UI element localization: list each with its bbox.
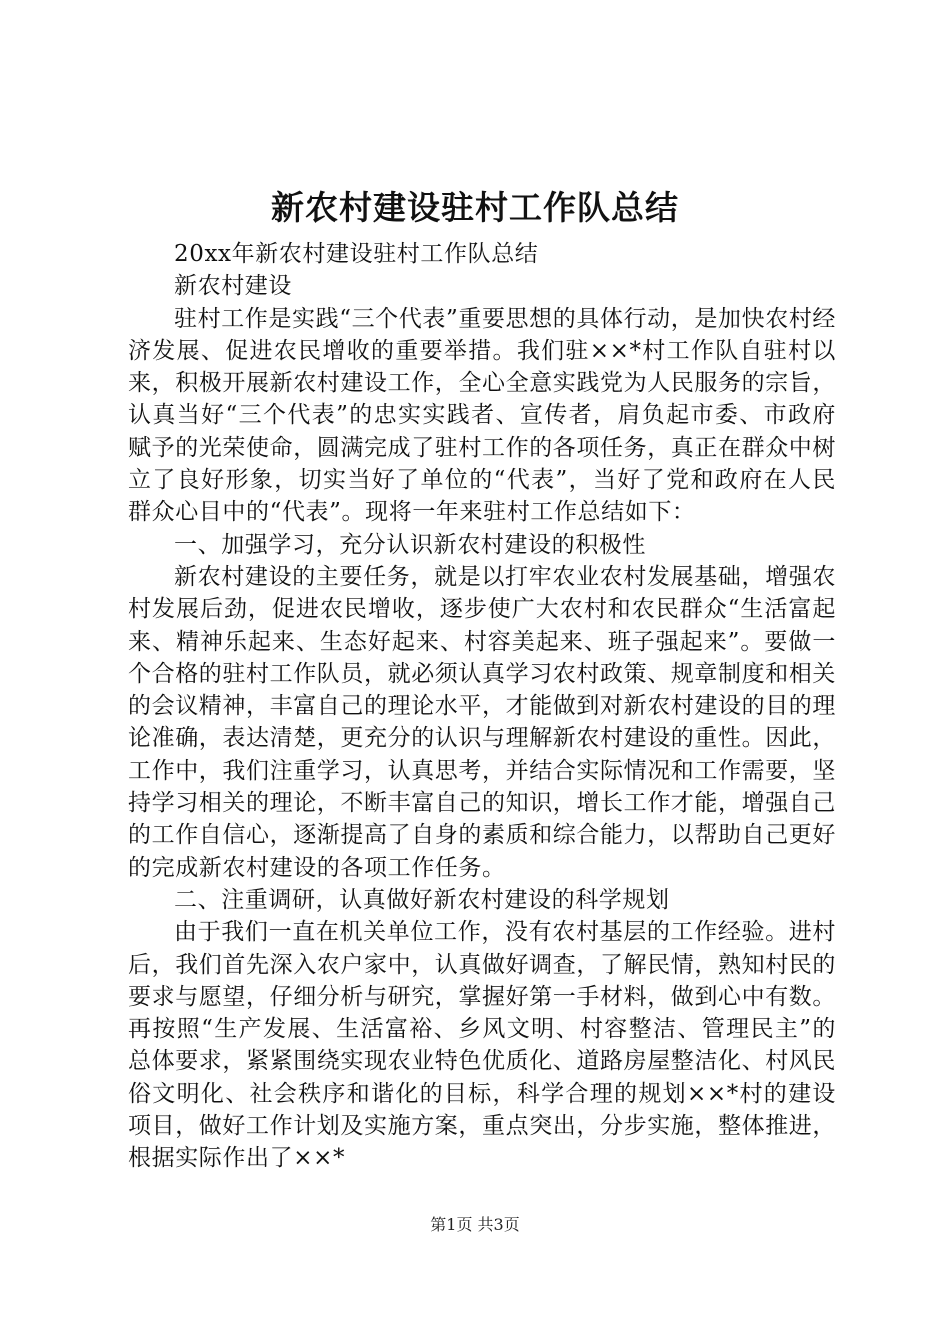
document-title: 新农村建设驻村工作队总结 bbox=[271, 188, 679, 227]
page-number-footer: 第1页 共3页 bbox=[430, 1215, 520, 1234]
document-body bbox=[128, 238, 836, 1175]
intro-paragraph: 驻村工作是实践“三个代表”重要思想的具体行动，是加快农村经济发展、促进农民增收的重要举措。我们驻××*村工作队自驻村以来，积极开展新农村建设工作，全心全意实践党为人民服务的宗旨，认真当好“三个代表”的忠实实践者、宣传者，肩负起市委、市政府赋予的光荣使命，圆满完成了驻村工作的各项任务，真正在群众中树立了良好形象，切实当好了单位的“代表”，当好了党和政府在人民群众心目中的“代表”。现将一年来驻村工作总结如下： bbox=[128, 305, 836, 526]
section-1-paragraph: 新农村建设的主要任务，就是以打牢农业农村发展基础，增强农村发展后劲，促进农民增收，逐步使广大农村和农民群众“生活富起来、精神乐起来、生态好起来、村容美起来、班子强起来”。要做一个合格的驻村工作队员，就必须认真学习农村政策、规章制度和相关的会议精神，丰富自己的理论水平，才能做到对新农村建设的目的理论准确，表达清楚，更充分的认识与理解新农村建设的重性。因此，工作中，我们注重学习，认真思考，并结合实际情况和工作需要，坚持学习相关的理论，不断丰富自己的知识，增长工作才能，增强自己的工作自信心，逐渐提高了自身的素质和综合能力，以帮助自己更好的完成新农村建设的各项工作任务。 bbox=[128, 563, 836, 881]
section-heading-2: 二、注重调研，认真做好新农村建设的科学规划 bbox=[174, 886, 670, 913]
section-heading-1: 一、加强学习，充分认识新农村建设的积极性 bbox=[174, 531, 646, 558]
topic-line: 新农村建设 bbox=[174, 273, 292, 300]
subtitle-line: 20xx年新农村建设驻村工作队总结 bbox=[174, 241, 539, 267]
section-2-paragraph: 由于我们一直在机关单位工作，没有农村基层的工作经验。进村后，我们首先深入农户家中，认真做好调查，了解民情，熟知村民的要求与愿望，仔细分析与研究，掌握好第一手材料，做到心中有数。再按照“生产发展、生活富裕、乡风文明、村容整洁、管理民主”的总体要求，紧紧围绕实现农业特色优质化、道路房屋整洁化、村风民俗文明化、社会秩序和谐化的目标，科学合理的规划××*村的建设项目，做好工作计划及实施方案，重点突出，分步实施，整体推进，根据实际作出了××* bbox=[128, 919, 836, 1172]
